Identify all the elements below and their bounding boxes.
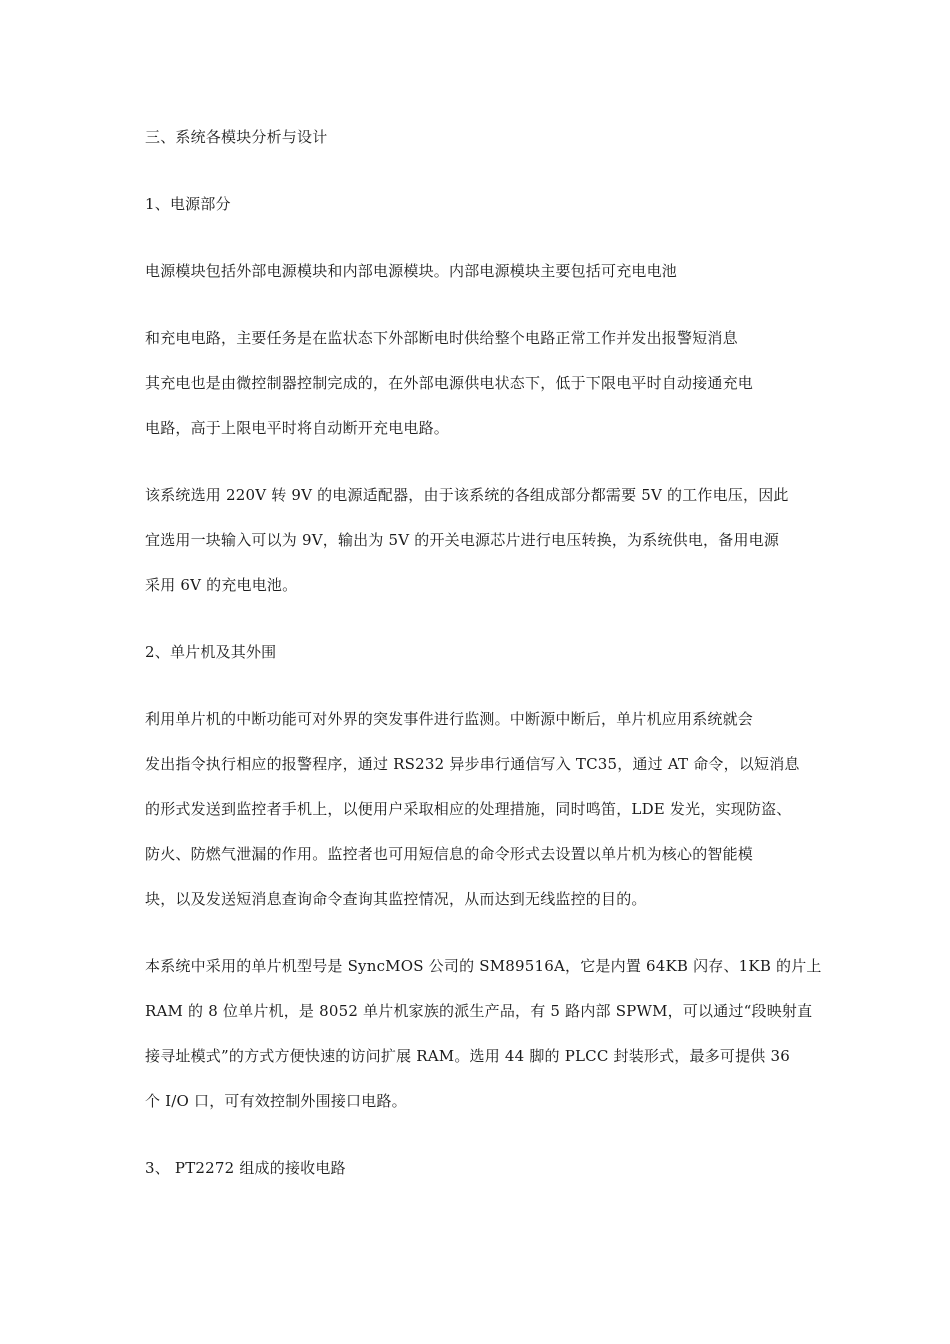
mcu-paragraph-1-line-2: 发出指令执行相应的报警程序，通过 RS232 异步串行通信写入 TC35，通过 AT 命令，以短消息 bbox=[145, 755, 800, 773]
mcu-paragraph-1-line-1: 利用单片机的中断功能可对外界的突发事件进行监测。中断源中断后，单片机应用系统就会 bbox=[145, 710, 754, 728]
heading-mcu: 2、单片机及其外围 bbox=[145, 643, 277, 661]
mcu-paragraph-1-line-3: 的形式发送到监控者手机上，以便用户采取相应的处理措施，同时鸣笛，LDE 发光，实现防盗、 bbox=[145, 800, 792, 818]
mcu-paragraph-1-line-5: 块，以及发送短消息查询命令查询其监控情况，从而达到无线监控的目的。 bbox=[145, 890, 647, 908]
power-paragraph-1-line-1: 电源模块包括外部电源模块和内部电源模块。内部电源模块主要包括可充电电池 bbox=[145, 262, 678, 280]
heading-pt2272-receiver: 3、 PT2272 组成的接收电路 bbox=[145, 1159, 346, 1177]
mcu-paragraph-2-line-3: 接寻址模式”的方式方便快速的访问扩展 RAM。选用 44 脚的 PLCC 封装形式，最多可提供 36 bbox=[145, 1047, 790, 1065]
power-paragraph-3-line-3: 采用 6V 的充电电池。 bbox=[145, 576, 298, 594]
mcu-paragraph-2-line-2: RAM 的 8 位单片机，是 8052 单片机家族的派生产品，有 5 路内部 SPWM，可以通过“段映射直 bbox=[145, 1002, 813, 1020]
power-paragraph-3-line-2: 宜选用一块输入可以为 9V，输出为 5V 的开关电源芯片进行电压转换，为系统供电，备用电源 bbox=[145, 531, 780, 549]
power-paragraph-2-line-1: 和充电电路，主要任务是在监状态下外部断电时供给整个电路正常工作并发出报警短消息 bbox=[145, 329, 738, 347]
mcu-paragraph-2-line-4: 个 I/O 口，可有效控制外围接口电路。 bbox=[145, 1092, 407, 1110]
power-paragraph-2-line-2: 其充电也是由微控制器控制完成的，在外部电源供电状态下，低于下限电平时自动接通充电 bbox=[145, 374, 754, 392]
section-title: 三、系统各模块分析与设计 bbox=[145, 128, 328, 146]
power-paragraph-2-line-3: 电路，高于上限电平时将自动断开充电电路。 bbox=[145, 419, 450, 437]
mcu-paragraph-1-line-4: 防火、防燃气泄漏的作用。监控者也可用短信息的命令形式去设置以单片机为核心的智能模 bbox=[145, 845, 754, 863]
mcu-paragraph-2-line-1: 本系统中采用的单片机型号是 SyncMOS 公司的 SM89516A，它是内置 64KB 闪存、1KB 的片上 bbox=[145, 957, 822, 975]
heading-power-supply: 1、电源部分 bbox=[145, 195, 231, 213]
power-paragraph-3-line-1: 该系统选用 220V 转 9V 的电源适配器，由于该系统的各组成部分都需要 5V 的工作电压，因此 bbox=[145, 486, 789, 504]
